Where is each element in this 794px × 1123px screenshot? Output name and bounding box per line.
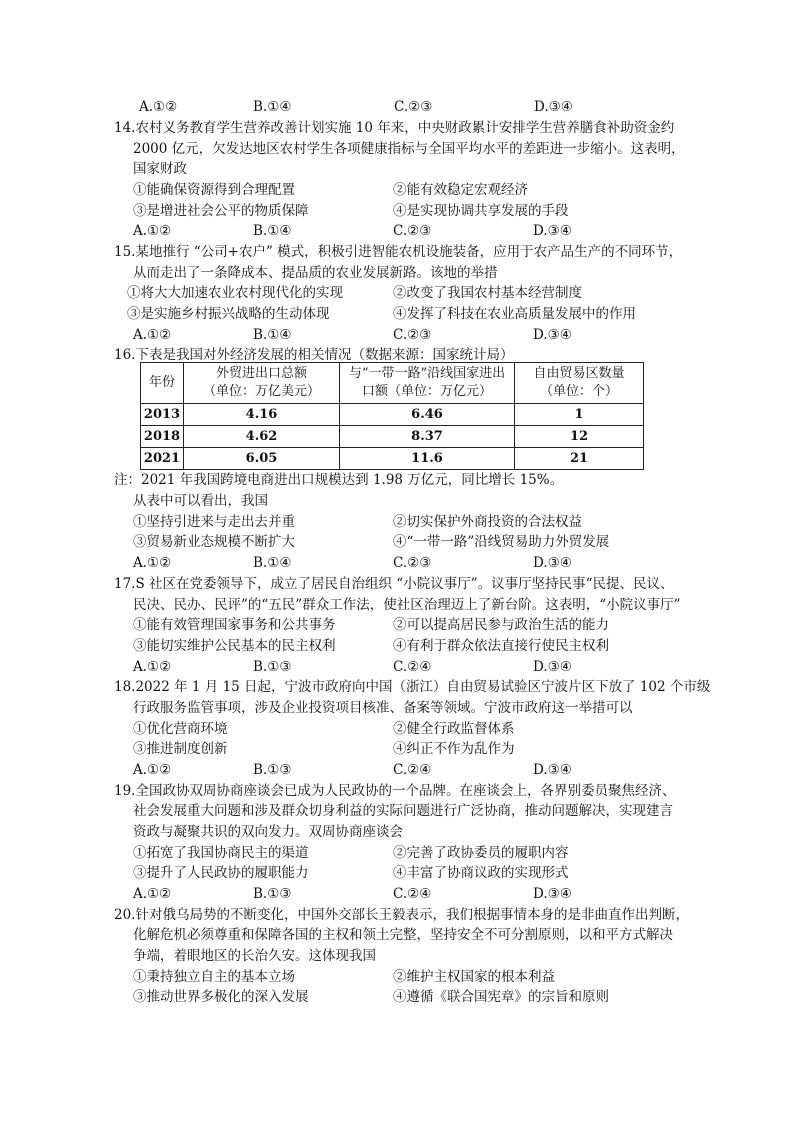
q15-stem-line-1: 15.某地推行 “公司+农户” 模式，积极引进智能农机设施装备，应用于农产品生产的不同环节，	[114, 244, 683, 260]
q14-choice-a: A.①②	[133, 223, 172, 239]
table-row	[141, 426, 644, 448]
table-cell: 2013	[141, 404, 184, 426]
table-cell: 2018	[141, 426, 184, 448]
q14-option-4: ④是实现协调共享发展的手段	[393, 203, 569, 219]
q19-choice-c: C.②④	[393, 886, 432, 902]
q19-choice-b: B.①③	[253, 886, 292, 902]
q18-option-2: ②健全行政监督体系	[393, 721, 515, 737]
q15-choice-a: A.①②	[133, 327, 172, 343]
q15-choice-b: B.①④	[253, 327, 292, 343]
q20-option-4: ④遵循《联合国宪章》的宗旨和原则	[393, 989, 609, 1005]
q14-option-1: ①能确保资源得到合理配置	[133, 182, 295, 198]
q14-choice-d: D.③④	[533, 223, 572, 239]
q18-option-3: ③推进制度创新	[133, 741, 228, 757]
q18-stem-line-1: 18.2022 年 1 月 15 日起，宁波市政府向中国（浙江）自由贸易试验区宁波片区下放了 102 个市级	[114, 679, 711, 695]
table-cell: 1	[515, 404, 644, 426]
q19-stem-line-3: 资政与凝聚共识的双向发力。双周协商座谈会	[133, 824, 403, 840]
q15-option-4: ④发挥了科技在农业高质量发展中的作用	[393, 306, 636, 322]
q17-stem-line-1: 17.S 社区在党委领导下，成立了居民自治组织 “小院议事厅”。议事厅坚持民事“民提、民议、	[114, 576, 674, 592]
table-cell: 6.05	[184, 448, 340, 470]
q19-option-1: ①拓宽了我国协商民主的渠道	[133, 845, 309, 861]
table-row	[141, 448, 644, 470]
q14-stem-line-1: 14.农村义务教育学生营养改善计划实施 10 年来，中央财政累计安排学生营养膳食补助资金约	[114, 120, 675, 136]
q20-stem-line-2: 化解危机必须尊重和保障各国的主权和领土完整，坚持安全不可分割原则，以和平方式解决	[133, 927, 673, 943]
q20-option-2: ②维护主权国家的根本利益	[393, 969, 555, 985]
q18-option-1: ①优化营商环境	[133, 721, 228, 737]
q15-option-1: ①将大大加速农业农村现代化的实现	[127, 285, 343, 301]
q17-choice-a: A.①②	[133, 659, 172, 675]
q18-choice-b: B.①③	[253, 762, 292, 778]
q20-stem-line-1: 20.针对俄乌局势的不断变化，中国外交部长王毅表示，我们根据事情本身的是非曲直作出判断，	[114, 907, 689, 923]
q16-option-4: ④“一带一路”沿线贸易助力外贸发展	[393, 534, 610, 550]
q13-choice-b: B.①④	[253, 99, 292, 115]
q14-choice-b: B.①④	[253, 223, 292, 239]
q14-option-3: ③是增进社会公平的物质保障	[133, 203, 309, 219]
q20-stem-line-3: 争端，着眼地区的长治久安。这体现我国	[133, 948, 376, 964]
q18-choice-a: A.①②	[133, 762, 172, 778]
header-belt-road: 与“一带一路”沿线国家进出 口额（单位：万亿元）	[340, 363, 515, 404]
q15-choice-c: C.②③	[393, 327, 432, 343]
q16-choice-b: B.①④	[253, 555, 292, 571]
q14-stem-line-3: 国家财政	[133, 161, 187, 177]
table-row	[141, 404, 644, 426]
q13-choice-a: A.①②	[139, 99, 178, 115]
q17-option-1: ①能有效管理国家事务和公共事务	[133, 617, 336, 633]
q16-choice-c: C.②③	[393, 555, 432, 571]
q19-stem-line-2: 社会发展重大问题和涉及群众切身利益的实际问题进行广泛协商，推动问题解决，实现建言	[133, 803, 673, 819]
q17-stem-line-2: 民决、民办、民评”的“五民”群众工作法，使社区治理迈上了新台阶。这表明，“小院议事厅”	[133, 597, 681, 613]
q19-option-3: ③提升了人民政协的履职能力	[133, 865, 309, 881]
q20-option-1: ①秉持独立自主的基本立场	[133, 969, 295, 985]
q16-option-2: ②切实保护外商投资的合法权益	[393, 514, 582, 530]
q19-choice-a: A.①②	[133, 886, 172, 902]
q19-option-2: ②完善了政协委员的履职内容	[393, 845, 569, 861]
q16-lead: 从表中可以看出，我国	[133, 493, 268, 509]
table-cell: 6.46	[340, 404, 515, 426]
q20-option-3: ③推动世界多极化的深入发展	[133, 989, 309, 1005]
q18-choice-d: D.③④	[533, 762, 572, 778]
q17-option-4: ④有利于群众依法直接行使民主权利	[393, 638, 609, 654]
foreign-trade-table	[140, 362, 644, 470]
q17-choice-d: D.③④	[533, 659, 572, 675]
q15-choice-d: D.③④	[533, 327, 572, 343]
header-ftz-count: 自由贸易区数量 （单位：个）	[515, 363, 644, 404]
table-cell: 2021	[141, 448, 184, 470]
q17-choice-b: B.①③	[253, 659, 292, 675]
q14-choice-c: C.②③	[393, 223, 432, 239]
table-cell: 11.6	[340, 448, 515, 470]
q17-choice-c: C.②④	[393, 659, 432, 675]
q16-option-1: ①坚持引进来与走出去并重	[133, 514, 295, 530]
q16-choice-a: A.①②	[133, 555, 172, 571]
q18-choice-c: C.②④	[393, 762, 432, 778]
q16-note: 注：2021 年我国跨境电商进出口规模达到 1.98 万亿元，同比增长 15%。	[114, 472, 564, 488]
q14-stem-line-2: 2000 亿元，欠发达地区农村学生各项健康指标与全国平均水平的差距进一步缩小。这表明，	[133, 141, 685, 157]
table-cell: 12	[515, 426, 644, 448]
q19-option-4: ④丰富了协商议政的实现形式	[393, 865, 569, 881]
q17-option-2: ②可以提高居民参与政治生活的能力	[393, 617, 609, 633]
q19-stem-line-1: 19.全国政协双周协商座谈会已成为人民政协的一个品牌。在座谈会上，各界别委员聚焦经济、	[114, 783, 676, 799]
table-cell: 4.16	[184, 404, 340, 426]
q15-option-2: ②改变了我国农村基本经营制度	[393, 285, 582, 301]
q18-stem-line-2: 行政服务监管事项，涉及企业投资项目核准、备案等领域。宁波市政府这一举措可以	[133, 700, 633, 716]
q15-stem-line-2: 从而走出了一条降成本、提品质的农业发展新路。该地的举措	[133, 265, 498, 281]
q19-choice-d: D.③④	[533, 886, 572, 902]
q14-option-2: ②能有效稳定宏观经济	[393, 182, 528, 198]
table-cell: 8.37	[340, 426, 515, 448]
q13-choice-d: D.③④	[534, 99, 573, 115]
q15-option-3: ③是实施乡村振兴战略的生动体现	[127, 306, 330, 322]
header-trade-total: 外贸进出口总额 （单位：万亿美元）	[184, 363, 340, 404]
table-cell: 4.62	[184, 426, 340, 448]
q13-choice-c: C.②③	[394, 99, 433, 115]
table-cell: 21	[515, 448, 644, 470]
q16-choice-d: D.③④	[533, 555, 572, 571]
q17-option-3: ③能切实维护公民基本的民主权利	[133, 638, 336, 654]
header-year: 年份	[141, 363, 184, 404]
q16-option-3: ③贸易新业态规模不断扩大	[133, 534, 295, 550]
q16-stem: 16.下表是我国对外经济发展的相关情况（数据来源：国家统计局）	[114, 347, 514, 363]
table-header-row	[141, 363, 644, 404]
q18-option-4: ④纠正不作为乱作为	[393, 741, 515, 757]
